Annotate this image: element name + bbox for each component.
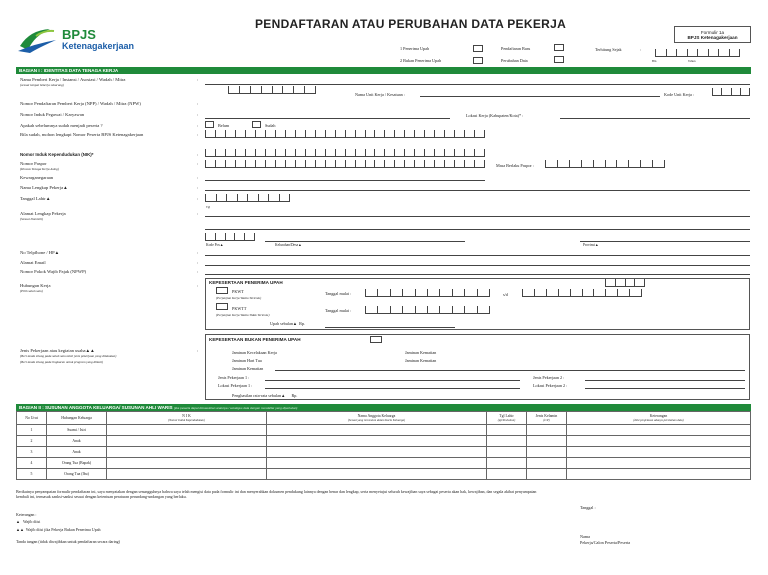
nationality-label: Kewarganegaraan <box>20 175 54 180</box>
nik-cells[interactable] <box>205 149 485 157</box>
row-no: 1 <box>17 425 47 436</box>
npwp-input[interactable] <box>205 274 750 275</box>
work-loc-input[interactable] <box>560 118 750 119</box>
unit-code-label: Kode Unit Kerja : <box>664 92 695 97</box>
address-input-2[interactable] <box>205 229 750 230</box>
row-no: 5 <box>17 469 47 480</box>
fullname-label: Nama Lengkap Pekerja▲ <box>20 185 68 190</box>
since-date-input[interactable] <box>655 49 740 57</box>
row-cell[interactable] <box>487 425 527 436</box>
row-cell[interactable] <box>527 458 567 469</box>
bpu-jpk-input[interactable] <box>275 370 745 371</box>
pkwtt-checkbox[interactable] <box>216 303 228 310</box>
col-no: No Urut <box>17 412 47 425</box>
npwp-label: Nomor Pokok Wajib Pajak (NPWP) <box>20 269 87 274</box>
row-cell[interactable] <box>267 469 487 480</box>
table-row <box>17 425 751 436</box>
row-rel: Orang Tua (Ibu) <box>47 469 107 480</box>
row-cell[interactable] <box>107 436 267 447</box>
signer-name-label: Nama <box>580 534 590 539</box>
row-cell[interactable] <box>267 436 487 447</box>
bpu-jpk: Jaminan Kematian <box>232 366 264 371</box>
nationality-input[interactable] <box>205 180 485 181</box>
row-cell[interactable] <box>107 447 267 458</box>
prev-belum-label: Belum <box>218 123 230 128</box>
bpu-title: KEPESERTAAN BUKAN PENERIMA UPAH <box>209 337 301 342</box>
opt-penerima-upah: 1 Penerima Upah <box>400 46 430 51</box>
row-no: 4 <box>17 458 47 469</box>
bpu-jht: Jaminan Hari Tua <box>232 358 262 363</box>
kel-input[interactable] <box>265 241 465 242</box>
opt-bukan-penerima-upah: 2 Bukan Penerima Upah <box>400 58 442 63</box>
bpu-loc2-label: Lokasi Pekerjaan 2 : <box>533 383 568 388</box>
bpu-job1-input[interactable] <box>265 380 520 381</box>
table-row <box>17 458 751 469</box>
form-code-1: Formulir 1a <box>700 30 725 35</box>
colon: : <box>197 283 199 288</box>
bpu-loc1-input[interactable] <box>265 388 520 389</box>
address-input-1[interactable] <box>205 216 750 217</box>
bpu-job2-input[interactable] <box>585 380 745 381</box>
unit-code-cells[interactable] <box>712 88 750 96</box>
row-cell[interactable] <box>567 425 751 436</box>
family-table <box>16 411 751 480</box>
bpu-job1-label: Jenis Pekerjaan 1 : <box>218 375 250 380</box>
bpu-job2-label: Jenis Pekerjaan 2 : <box>533 375 565 380</box>
opt-pendaftaran-baru: Pendaftaran Baru <box>501 46 531 51</box>
pkwt-start-label: Tanggal mulai : <box>325 291 352 296</box>
opt-penerima-upah-checkbox[interactable] <box>473 45 483 52</box>
colon: : <box>197 269 199 274</box>
pkwt-until-label: s/d <box>503 292 508 297</box>
fullname-input[interactable] <box>205 190 750 191</box>
row-cell[interactable] <box>487 469 527 480</box>
section1-header: BAGIAN I : IDENTITAS DATA TENAGA KERJA <box>16 67 751 74</box>
colon: : <box>197 101 199 106</box>
row-rel: Anak <box>47 447 107 458</box>
note-2: ▲▲ Wajib diisi jika Pekerja Bukan Penerima Upah <box>16 527 101 532</box>
pkwtt-label: PKWTT <box>232 306 247 311</box>
opt-pendaftaran-checkbox[interactable] <box>554 44 564 51</box>
row-cell[interactable] <box>527 447 567 458</box>
passport-label: Nomor Paspor (Khusus Tenaga Kerja Asing) <box>20 161 59 171</box>
row-cell[interactable] <box>487 458 527 469</box>
bpu-loc1-label: Lokasi Pekerjaan 1 : <box>218 383 253 388</box>
since-label: Terhitung Sejak <box>595 47 622 52</box>
row-cell[interactable] <box>267 425 487 436</box>
row-cell[interactable] <box>567 447 751 458</box>
statement-text: Berikutnya penyampaian formulir pendaftaran ini, saya menyatakan dengan sesungguhnya bahwa saya telah mengisi data pada formulir ini dan menyerahkan dokumen pendukung lainnya dengan benar dan lengkap, serta menyetujui seluruh kewajiban saya sebagai peserta akan hak, kewajiban, dan segala akibat penyampaian kembali ini, termasuk sanksi-sanksi sesuai dengan ketentuan peraturan perundang-undangan yang berlaku. <box>16 489 537 500</box>
dob-label: Tanggal Lahir▲ <box>20 196 51 201</box>
phone-label: No Telpfhone / HP▲ <box>20 250 60 255</box>
colon: : <box>197 152 199 157</box>
bpjs-logo <box>16 26 61 56</box>
family-table-header <box>17 412 751 425</box>
page-title: PENDAFTARAN ATAU PERUBAHAN DATA PEKERJA <box>255 17 567 31</box>
wage-label: Upah sebulan▲ Rp. <box>270 321 306 326</box>
colon: : <box>197 175 199 180</box>
row-cell[interactable] <box>487 436 527 447</box>
prev-no-cells[interactable] <box>205 130 485 138</box>
bpu-box <box>205 334 750 400</box>
unit-name-input[interactable] <box>420 96 660 97</box>
form-code-2: BPJS Ketenagakerjaan <box>687 35 738 40</box>
bpu-jkk: Jaminan Kecelakaan Kerja <box>232 350 277 355</box>
nip-input[interactable] <box>205 118 450 119</box>
employer-label: Nama Pemberi Kerja / Instansi / Asosiasi / Wadah / Mitra (sesuai tempat bekerja sekarang) <box>20 77 126 87</box>
table-row <box>17 447 751 458</box>
row-cell[interactable] <box>267 447 487 458</box>
since-thn: Tahun <box>688 59 696 63</box>
job-type-label: Jenis Pekerjaan atau kegiatan usaha▲▲ (Beri tanda silang pada salah satu tabel jenis pekerjaan yang dilakukan) (Beri tanda silang pada lingkaran untuk program yang diikuti) <box>20 348 117 364</box>
colon: : <box>197 123 199 128</box>
passport-valid-cells[interactable] <box>545 160 665 168</box>
row-cell[interactable] <box>527 436 567 447</box>
note-1: ▲ Wajib diisi <box>16 519 41 524</box>
logo-name: BPJS <box>62 27 96 42</box>
nip-label: Nomor Induk Pegawai / Karyawan <box>20 112 85 117</box>
prov-input[interactable] <box>580 241 750 242</box>
opt-perubahan-data: Perubahan Data <box>501 58 528 63</box>
prev-no-label: Bila sudah, mohon lengkapi Nomor Peserta BPJS Ketenagakerjaan <box>20 132 144 137</box>
colon: : <box>197 185 199 190</box>
sign-note: Tanda tangan (tidak diwajibkan untuk pendaftaran secara daring) <box>16 539 121 544</box>
row-cell[interactable] <box>567 458 751 469</box>
pkwt-start-cells[interactable] <box>365 289 490 297</box>
colon: : <box>197 348 199 353</box>
bpu-extra-checkbox[interactable] <box>370 336 382 343</box>
colon: : <box>197 211 199 216</box>
email-input[interactable] <box>205 265 750 266</box>
opt-bukan-penerima-checkbox[interactable] <box>473 57 483 64</box>
wage-input[interactable] <box>325 327 455 328</box>
email-label: Alamat Email <box>20 260 46 265</box>
col-gender: Jenis Kelamin (L/P) <box>527 412 567 425</box>
employer-code-cells[interactable] <box>228 86 316 94</box>
work-loc-label: Lokasi Kerja (Kabupaten/Kota)* : <box>466 113 524 118</box>
col-rel: Hubungan Keluarga <box>47 412 107 425</box>
dob-cells[interactable] <box>205 194 290 202</box>
row-rel: Orang Tua (Bapak) <box>47 458 107 469</box>
pkwtt-note: (Perjanjian Kerja Waktu Tidak Tertentu) <box>216 313 270 317</box>
colon: : <box>197 250 199 255</box>
row-cell[interactable] <box>527 425 567 436</box>
bpu-income-label: Penghasilan rata-rata sebulan▲ Rp. <box>232 393 298 398</box>
notes-label: Keterangan : <box>16 512 37 517</box>
address-label: Alamat Lengkap Pekerja (Sesuai Domisili) <box>20 211 66 221</box>
prov-label: Provinsi▲ <box>583 243 599 247</box>
pkwt-label: PKWT <box>232 289 244 294</box>
colon: : <box>197 112 199 117</box>
row-no: 2 <box>17 436 47 447</box>
col-nik: N I K (Nomor Induk Kependudukan) <box>107 412 267 425</box>
prev-sudah-checkbox[interactable] <box>252 121 261 128</box>
bpu-jkm2: Jaminan Kematian <box>405 358 437 363</box>
relation-label: Hubungan Kerja (Pilih salah satu) <box>20 283 51 293</box>
pkwtt-start-cells[interactable] <box>365 306 490 314</box>
since-bln: Bln <box>652 59 657 63</box>
pkwt-checkbox[interactable] <box>216 287 228 294</box>
pkwt-end-cells[interactable] <box>522 289 642 297</box>
colon: : <box>197 77 199 82</box>
row-cell[interactable] <box>527 469 567 480</box>
postcode-label: Kode Pos▲ <box>206 243 224 247</box>
pkwtt-start-label: Tanggal mulai : <box>325 308 352 313</box>
kel-label: Kelurahan/Desa▲ <box>275 243 302 247</box>
row-cell[interactable] <box>567 436 751 447</box>
prev-belum-checkbox[interactable] <box>205 121 214 128</box>
dob-tgl: Tgl <box>206 205 211 209</box>
table-row <box>17 469 751 480</box>
row-cell[interactable] <box>107 425 267 436</box>
logo-sub: Ketenagakerjaan <box>62 41 135 51</box>
col-dob: Tgl Lahir (tgl/bln/tahun) <box>487 412 527 425</box>
prev-participant-label: Apakah sebelumnya sudah menjadi peserta ? <box>20 123 103 128</box>
prev-sudah-label: Sudah <box>265 123 276 128</box>
pu-title: KEPESERTAAN PENERIMA UPAH <box>209 280 283 285</box>
row-rel: Anak <box>47 436 107 447</box>
row-cell[interactable] <box>487 447 527 458</box>
colon: : <box>197 132 199 137</box>
unit-name-label: Nama Unit Kerja / Kesatuan : <box>355 92 405 97</box>
colon: : <box>197 196 199 201</box>
phone-input[interactable] <box>205 255 750 256</box>
postcode-cells[interactable] <box>205 233 255 241</box>
table-row <box>17 436 751 447</box>
date-label: Tanggal : <box>580 505 596 510</box>
section2-header: BAGIAN II : SUSUNAN ANGGOTA KELUARGA/ SUSUNAN AHLI WARIS (jika peserta dapat dimasukkan anaknya / sekaligus data dengan mendaftar yang diperlukan) <box>16 404 751 411</box>
signer-role: Pekerja/Calon Peserta/Peserta <box>580 540 631 545</box>
nik-label: Nomor Induk Kependudukan (NIK)* <box>20 152 94 157</box>
since-colon: : <box>640 47 642 52</box>
passport-cells[interactable] <box>205 160 485 168</box>
row-cell[interactable] <box>107 458 267 469</box>
colon: : <box>197 260 199 265</box>
row-rel: Suami / Istri <box>47 425 107 436</box>
bpu-jkm: Jaminan Kematian <box>405 350 437 355</box>
row-cell[interactable] <box>267 458 487 469</box>
passport-valid-label: Masa Berlaku Paspor : <box>496 163 535 168</box>
row-cell[interactable] <box>567 469 751 480</box>
employer-input[interactable] <box>205 84 750 85</box>
form-code-box <box>674 26 751 43</box>
row-cell[interactable] <box>107 469 267 480</box>
col-name: Nama Anggota Keluarga (Sesuai yang tercantum dalam Kartu Keluarga) <box>267 412 487 425</box>
colon: : <box>197 161 199 166</box>
row-no: 3 <box>17 447 47 458</box>
npp-label: Nomor Pendaftaran Pemberi Kerja (NPP) / Wadah / Mitra (NPW) <box>20 101 141 106</box>
bpu-loc2-input[interactable] <box>585 388 745 389</box>
pkwt-end-cells-top[interactable] <box>605 279 645 287</box>
col-notes: Keterangan (diisi penjelasan adanya perubahan data) <box>567 412 751 425</box>
opt-perubahan-checkbox[interactable] <box>554 56 564 63</box>
pkwt-note: (Perjanjian Kerja Waktu Tertentu) <box>216 296 262 300</box>
